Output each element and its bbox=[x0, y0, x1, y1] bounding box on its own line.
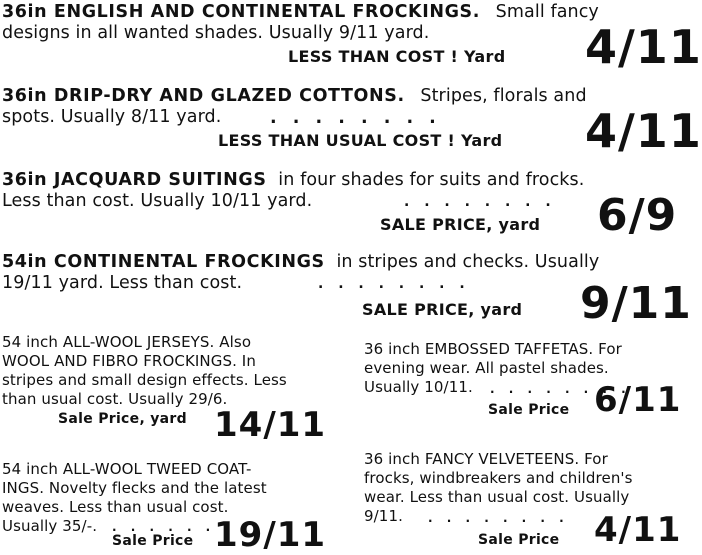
item-text-line: Usually 10/11. bbox=[364, 378, 473, 396]
item-text-line: Usually 35/-. bbox=[2, 517, 98, 535]
item-price-tag: SALE PRICE, yard bbox=[380, 215, 541, 234]
item-price-tag: Sale Price, yard bbox=[58, 411, 187, 427]
item-text-line: 54 inch ALL-WOOL TWEED COAT- bbox=[2, 460, 252, 478]
leader-dots: . . . . . . . . bbox=[270, 108, 441, 128]
item-text-line: stripes and small design effects. Less bbox=[2, 371, 287, 389]
item-text-line: 36 inch FANCY VELVETEENS. For bbox=[364, 450, 608, 468]
item-price: 6/11 bbox=[594, 380, 682, 420]
item-price-tag: Sale Price bbox=[488, 402, 570, 418]
ad-item-tweed-coatings bbox=[0, 460, 340, 555]
item-text-line: than usual cost. Usually 29/6. bbox=[2, 390, 228, 408]
item-description: Stripes, florals and bbox=[420, 86, 587, 106]
item-price-tag: Sale Price bbox=[112, 533, 194, 549]
item-text-line: evening wear. All pastel shades. bbox=[364, 359, 609, 377]
item-text-line: weaves. Less than usual cost. bbox=[2, 498, 229, 516]
item-text-line: 36 inch EMBOSSED TAFFETAS. For bbox=[364, 340, 622, 358]
item-price: 4/11 bbox=[585, 104, 702, 158]
leader-dots: . . . . . . . . bbox=[112, 520, 253, 534]
item-description-line2: spots. Usually 8/11 yard. bbox=[2, 107, 222, 127]
item-text-line: 54 inch ALL-WOOL JERSEYS. Also bbox=[2, 333, 252, 351]
item-description: in stripes and checks. Usually bbox=[336, 252, 600, 272]
item-text-line: WOOL AND FIBRO FROCKINGS. In bbox=[2, 352, 256, 370]
item-price: 14/11 bbox=[214, 405, 327, 445]
item-text-line: frocks, windbreakers and children's bbox=[364, 469, 633, 487]
leader-dots: . . . . . . . . bbox=[318, 276, 470, 292]
item-heading: 54in CONTINENTAL FROCKINGS bbox=[2, 252, 325, 272]
item-price-tag: SALE PRICE, yard bbox=[362, 300, 523, 319]
item-description: in four shades for suits and frocks. bbox=[278, 170, 585, 190]
item-price: 4/11 bbox=[585, 20, 702, 74]
item-price-tag: Sale Price bbox=[478, 532, 560, 548]
leader-dots: . . . . . . . . bbox=[428, 511, 569, 525]
item-price: 6/9 bbox=[597, 190, 678, 241]
ad-item-drip-dry-cottons bbox=[0, 86, 702, 158]
item-text-line: INGS. Novelty flecks and the latest bbox=[2, 479, 267, 497]
leader-dots: . . . . . . . . bbox=[404, 194, 556, 210]
ad-item-continental-frockings bbox=[0, 252, 692, 329]
item-description-line2: Less than cost. Usually 10/11 yard. bbox=[2, 191, 313, 211]
ad-item-embossed-taffetas bbox=[362, 340, 680, 440]
item-heading: 36in ENGLISH AND CONTINENTAL FROCKINGS. bbox=[2, 2, 480, 22]
item-price: 19/11 bbox=[214, 515, 327, 555]
item-text-line: wear. Less than usual cost. Usually bbox=[364, 488, 630, 506]
ad-item-fancy-velveteens bbox=[362, 450, 680, 549]
item-description: Small fancy bbox=[495, 2, 599, 22]
item-heading: 36in JACQUARD SUITINGS bbox=[2, 170, 267, 190]
item-price: 9/11 bbox=[580, 278, 692, 329]
item-description-line2: 19/11 yard. Less than cost. bbox=[2, 273, 243, 293]
item-price: 4/11 bbox=[594, 510, 682, 550]
item-heading: 36in DRIP-DRY AND GLAZED COTTONS. bbox=[2, 86, 405, 106]
item-price-tag: LESS THAN USUAL COST ! Yard bbox=[218, 131, 503, 150]
ad-item-english-frockings bbox=[0, 2, 702, 74]
item-description-line2: designs in all wanted shades. Usually 9/11 yard. bbox=[2, 23, 430, 43]
item-price-tag: LESS THAN COST ! Yard bbox=[288, 47, 506, 66]
ad-item-jacquard-suitings bbox=[0, 170, 680, 240]
leader-dots: . . . . . . . . bbox=[490, 382, 631, 396]
ad-item-wool-jerseys bbox=[0, 333, 340, 443]
item-text-line: 9/11. bbox=[364, 507, 403, 525]
